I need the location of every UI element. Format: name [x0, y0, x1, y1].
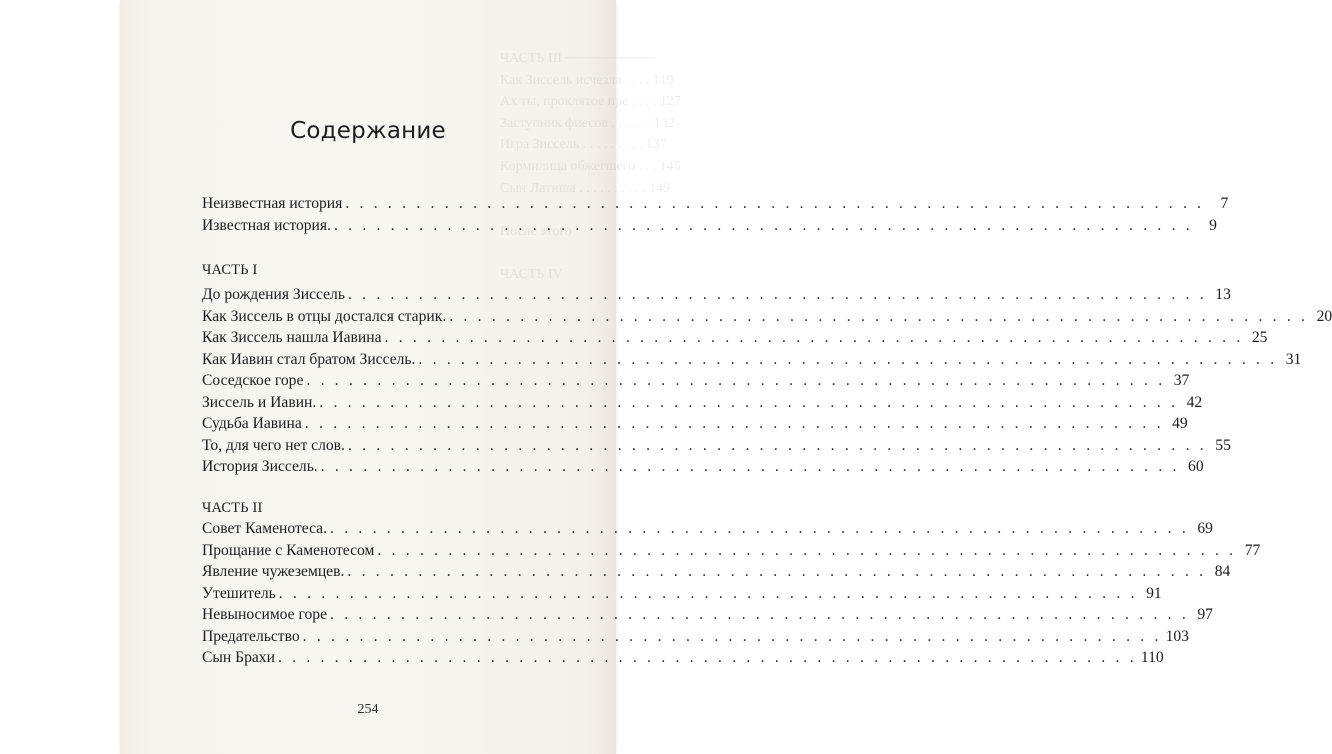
toc-entry[interactable] — [202, 370, 1190, 392]
toc-entry-title: Зиссель и Иавин. — [202, 393, 317, 411]
part-1-list — [202, 284, 1332, 478]
toc-entry-page: 25 — [1251, 329, 1268, 346]
toc-entry[interactable] — [202, 604, 1213, 626]
toc-entry-page: 13 — [1215, 286, 1231, 303]
toc-entry-page: 7 — [1220, 195, 1229, 212]
toc-leader-dots — [330, 604, 1189, 626]
toc-entry[interactable] — [202, 561, 1231, 583]
toc-entry-page: 77 — [1244, 541, 1261, 559]
toc-entry-title: То, для чего нет слов. — [202, 436, 345, 454]
toc-entry-title: Судьба Иавина — [202, 415, 302, 432]
toc-entry[interactable] — [202, 647, 1164, 669]
toc-leader-dots — [345, 193, 1204, 215]
toc-entry[interactable] — [202, 327, 1268, 349]
toc-entry[interactable] — [202, 349, 1302, 371]
toc-entry-page: 60 — [1188, 458, 1204, 475]
toc-entry[interactable] — [202, 540, 1261, 562]
toc-entry[interactable] — [202, 306, 1332, 328]
toc-leader-dots — [306, 370, 1165, 392]
toc-entry-title: Неизвестная история — [202, 195, 343, 212]
toc-entry-title: История Зиссель. — [202, 458, 318, 475]
toc-entry-title: Явление чужеземцев. — [202, 563, 345, 580]
toc-entry-title: Известная история. — [202, 216, 331, 234]
toc-entry-title: Сын Брахи — [202, 649, 275, 666]
toc-entry-page: 55 — [1215, 436, 1231, 454]
toc-leader-dots — [278, 647, 1137, 669]
toc-leader-dots — [330, 518, 1189, 540]
toc-entry[interactable] — [202, 392, 1203, 414]
toc-leader-dots — [319, 392, 1178, 414]
toc-entry-page: 103 — [1165, 627, 1189, 645]
toc-leader-dots — [418, 349, 1277, 371]
toc-entry[interactable] — [202, 413, 1188, 435]
toc-leader-dots — [348, 435, 1207, 457]
toc-entry-title: Совет Каменотеса. — [202, 520, 328, 537]
toc-entry[interactable] — [202, 284, 1231, 306]
toc-entry[interactable] — [202, 193, 1229, 215]
toc-entry-title: Как Зиссель в отцы достался старик. — [202, 307, 447, 325]
toc-entry[interactable] — [202, 583, 1162, 605]
toc-entry-title: Предательство — [202, 627, 300, 645]
toc-leader-dots — [321, 456, 1180, 478]
toc-leader-dots — [334, 215, 1193, 237]
toc-entry[interactable] — [202, 456, 1204, 478]
toc-heading: Содержание — [290, 118, 446, 144]
toc-entry-page: 110 — [1140, 649, 1164, 666]
toc-entry-page: 91 — [1146, 584, 1162, 602]
part-1-title: ЧАСТЬ I — [202, 262, 258, 278]
toc-entry[interactable] — [202, 215, 1217, 237]
toc-entry-page: 49 — [1172, 415, 1188, 432]
toc-entry-page: 97 — [1197, 606, 1213, 623]
toc-entry-title: Как Иавин стал братом Зиссель. — [202, 350, 416, 368]
toc-entry-title: Утешитель — [202, 584, 276, 602]
part-2-list — [202, 518, 1261, 669]
toc-entry[interactable] — [202, 518, 1213, 540]
toc-entry-page: 42 — [1186, 393, 1203, 411]
toc-entry-page: 20 — [1316, 307, 1332, 325]
toc-entry-page: 37 — [1173, 372, 1190, 389]
toc-entry-title: До рождения Зиссель — [202, 286, 345, 303]
toc-entry-page: 84 — [1214, 563, 1231, 580]
toc-leader-dots — [377, 540, 1236, 562]
toc-entry-page: 9 — [1209, 216, 1217, 234]
part-2-title: ЧАСТЬ II — [202, 500, 263, 516]
toc-leader-dots — [303, 626, 1162, 648]
toc-entry[interactable] — [202, 626, 1189, 648]
toc-leader-dots — [347, 561, 1206, 583]
toc-leader-dots — [449, 306, 1308, 328]
toc-entry-title: Прощание с Каменотесом — [202, 541, 375, 559]
toc-entry-page: 31 — [1285, 350, 1302, 368]
toc-entry-title: Невыносимое горе — [202, 606, 328, 623]
toc-leader-dots — [279, 583, 1138, 605]
book-page — [120, 0, 1332, 754]
bleed-through-text: ЧАСТЬ III ───────── Как Зиссель исчезла . . . . 119 Ах ты, проклятое пре . . . . 127 Заступник фиесов . . . . . . 132 Игра Зиссель . . . . . . . . . 137 Кормилица обжегшего . . . 145 Сын Латиша . . . . . . . . . . 149 После этого ЧАСТЬ IV — [500, 51, 681, 282]
toc-leader-dots — [348, 284, 1207, 306]
toc-entry-page: 69 — [1197, 520, 1213, 537]
toc-leader-dots — [305, 413, 1164, 435]
toc-entry[interactable] — [202, 435, 1231, 457]
toc-entry-title: Соседское горе — [202, 372, 304, 389]
page-number: 254 — [357, 702, 379, 717]
intro-list — [202, 193, 1229, 236]
toc-entry-title: Как Зиссель нашла Иавина — [202, 329, 382, 346]
toc-leader-dots — [385, 327, 1244, 349]
